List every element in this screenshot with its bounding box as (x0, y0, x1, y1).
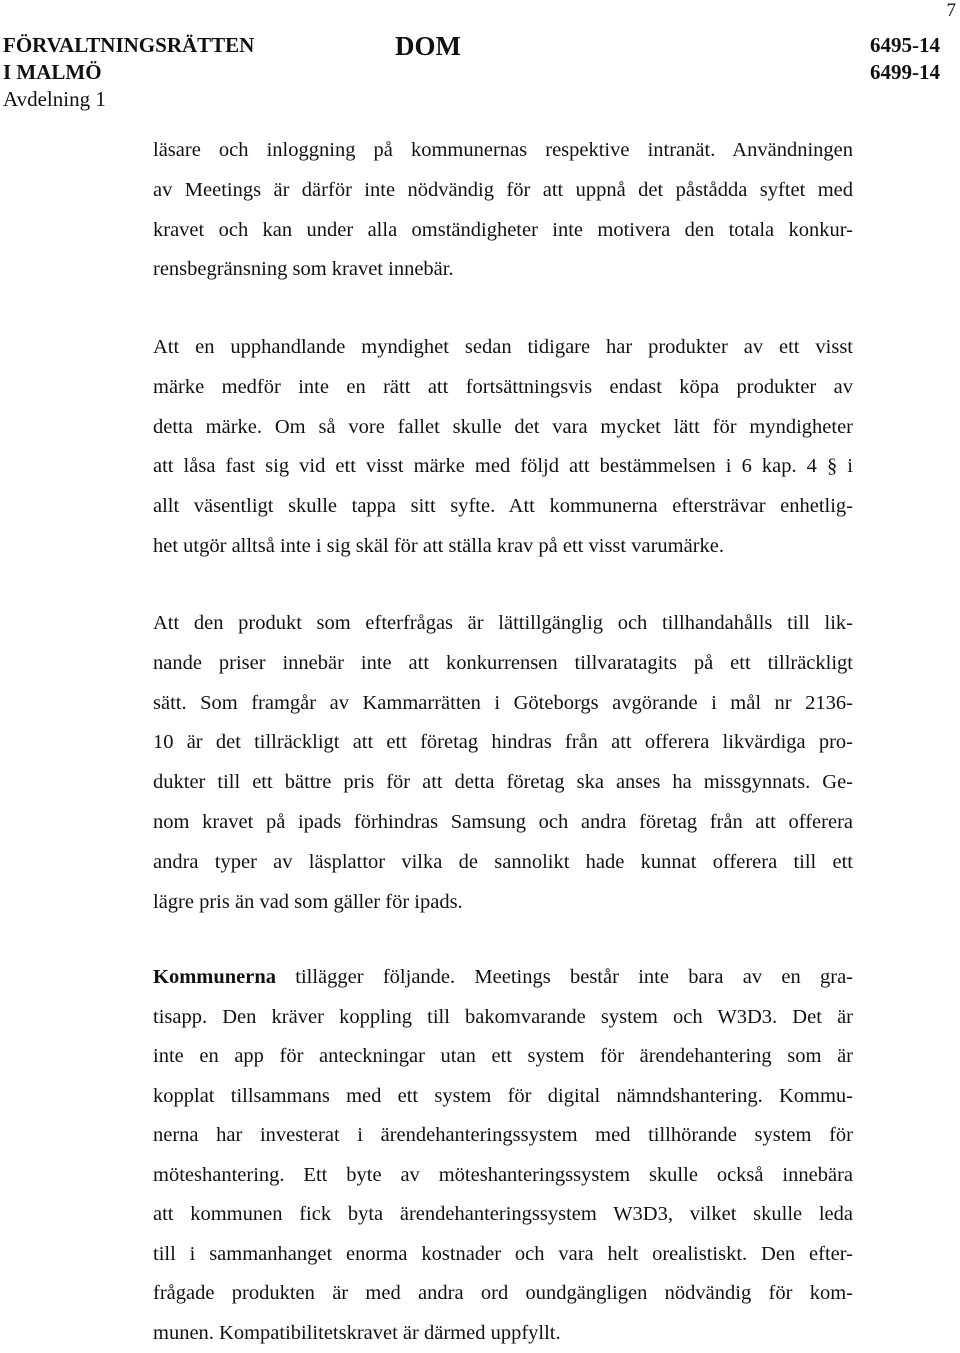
text-line: Att en upphandlande myndighet sedan tidigare har produkter av ett visst (153, 328, 853, 368)
text-line: allt väsentligt skulle tappa sitt syfte. Att kommunerna eftersträvar enhetlig- (153, 487, 853, 527)
text-line: läsare och inloggning på kommunernas respektive intranät. Användningen (153, 131, 853, 171)
text-line-first (153, 958, 853, 998)
text-line: att kommunen fick byta ärendehanteringssystem W3D3, vilket skulle leda (153, 1195, 853, 1235)
text-line: tisapp. Den kräver koppling till bakomvarande system och W3D3. Det är (153, 998, 853, 1038)
division: Avdelning 1 (3, 86, 106, 112)
paragraph-subject: Kommunerna (153, 966, 276, 988)
text-line: frågade produkten är med andra ord oundgängligen nödvändig för kom- (153, 1274, 853, 1314)
document-type: DOM (395, 30, 461, 62)
paragraph (153, 604, 853, 922)
court-name-line-2: I MALMÖ (3, 59, 254, 86)
text-line: möteshantering. Ett byte av möteshanteringssystem skulle också innebära (153, 1156, 853, 1196)
text-line: att låsa fast sig vid ett visst märke med följd att bestämmelsen i 6 kap. 4 § i (153, 447, 853, 487)
text-line: munen. Kompatibilitetskravet är därmed uppfyllt. (153, 1314, 853, 1353)
page-number: 7 (947, 0, 957, 22)
text-line: inte en app för anteckningar utan ett system för ärendehantering som är (153, 1037, 853, 1077)
text-line: Att den produkt som efterfrågas är lättillgänglig och tillhandahålls till lik- (153, 604, 853, 644)
text-line: lägre pris än vad som gäller för ipads. (153, 883, 853, 923)
text-line: dukter till ett bättre pris för att detta företag ska anses ha missgynnats. Ge- (153, 763, 853, 803)
text-line: 10 är det tillräckligt att ett företag hindras från att offerera likvärdiga pro- (153, 723, 853, 763)
text-line: detta märke. Om så vore fallet skulle det vara mycket lätt för myndigheter (153, 408, 853, 448)
text-line: kravet och kan under alla omständigheter inte motivera den totala konkur- (153, 211, 853, 251)
text-line: nande priser innebär inte att konkurrensen tillvaratagits på ett tillräckligt (153, 644, 853, 684)
paragraph (153, 328, 853, 567)
court-name-line-1: FÖRVALTNINGSRÄTTEN (3, 32, 254, 59)
text-line: kopplat tillsammans med ett system för digital nämndshantering. Kommu- (153, 1077, 853, 1117)
text-line: nom kravet på ipads förhindras Samsung och andra företag från att offerera (153, 803, 853, 843)
text-line: het utgör alltså inte i sig skäl för att ställa krav på ett visst varumärke. (153, 527, 853, 567)
text-line: av Meetings är därför inte nödvändig för att uppnå det påstådda syftet med (153, 171, 853, 211)
text-line: till i sammanhanget enorma kostnader och vara helt orealistiskt. Den efter- (153, 1235, 853, 1275)
court-name (3, 32, 254, 86)
paragraph (153, 131, 853, 290)
text-line: andra typer av läsplattor vilka de sannolikt hade kunnat offerera till ett (153, 843, 853, 883)
case-numbers (870, 32, 940, 86)
first-line-rest: tillägger följande. Meetings består inte bara av en gra- (276, 966, 853, 988)
case-number: 6499-14 (870, 59, 940, 86)
text-line: sätt. Som framgår av Kammarrätten i Göteborgs avgörande i mål nr 2136- (153, 684, 853, 724)
text-line: rensbegränsning som kravet innebär. (153, 250, 853, 290)
text-line: märke medför inte en rätt att fortsättningsvis endast köpa produkter av (153, 368, 853, 408)
paragraph (153, 958, 853, 1353)
text-line: nerna har investerat i ärendehanteringssystem med tillhörande system för (153, 1116, 853, 1156)
case-number: 6495-14 (870, 32, 940, 59)
